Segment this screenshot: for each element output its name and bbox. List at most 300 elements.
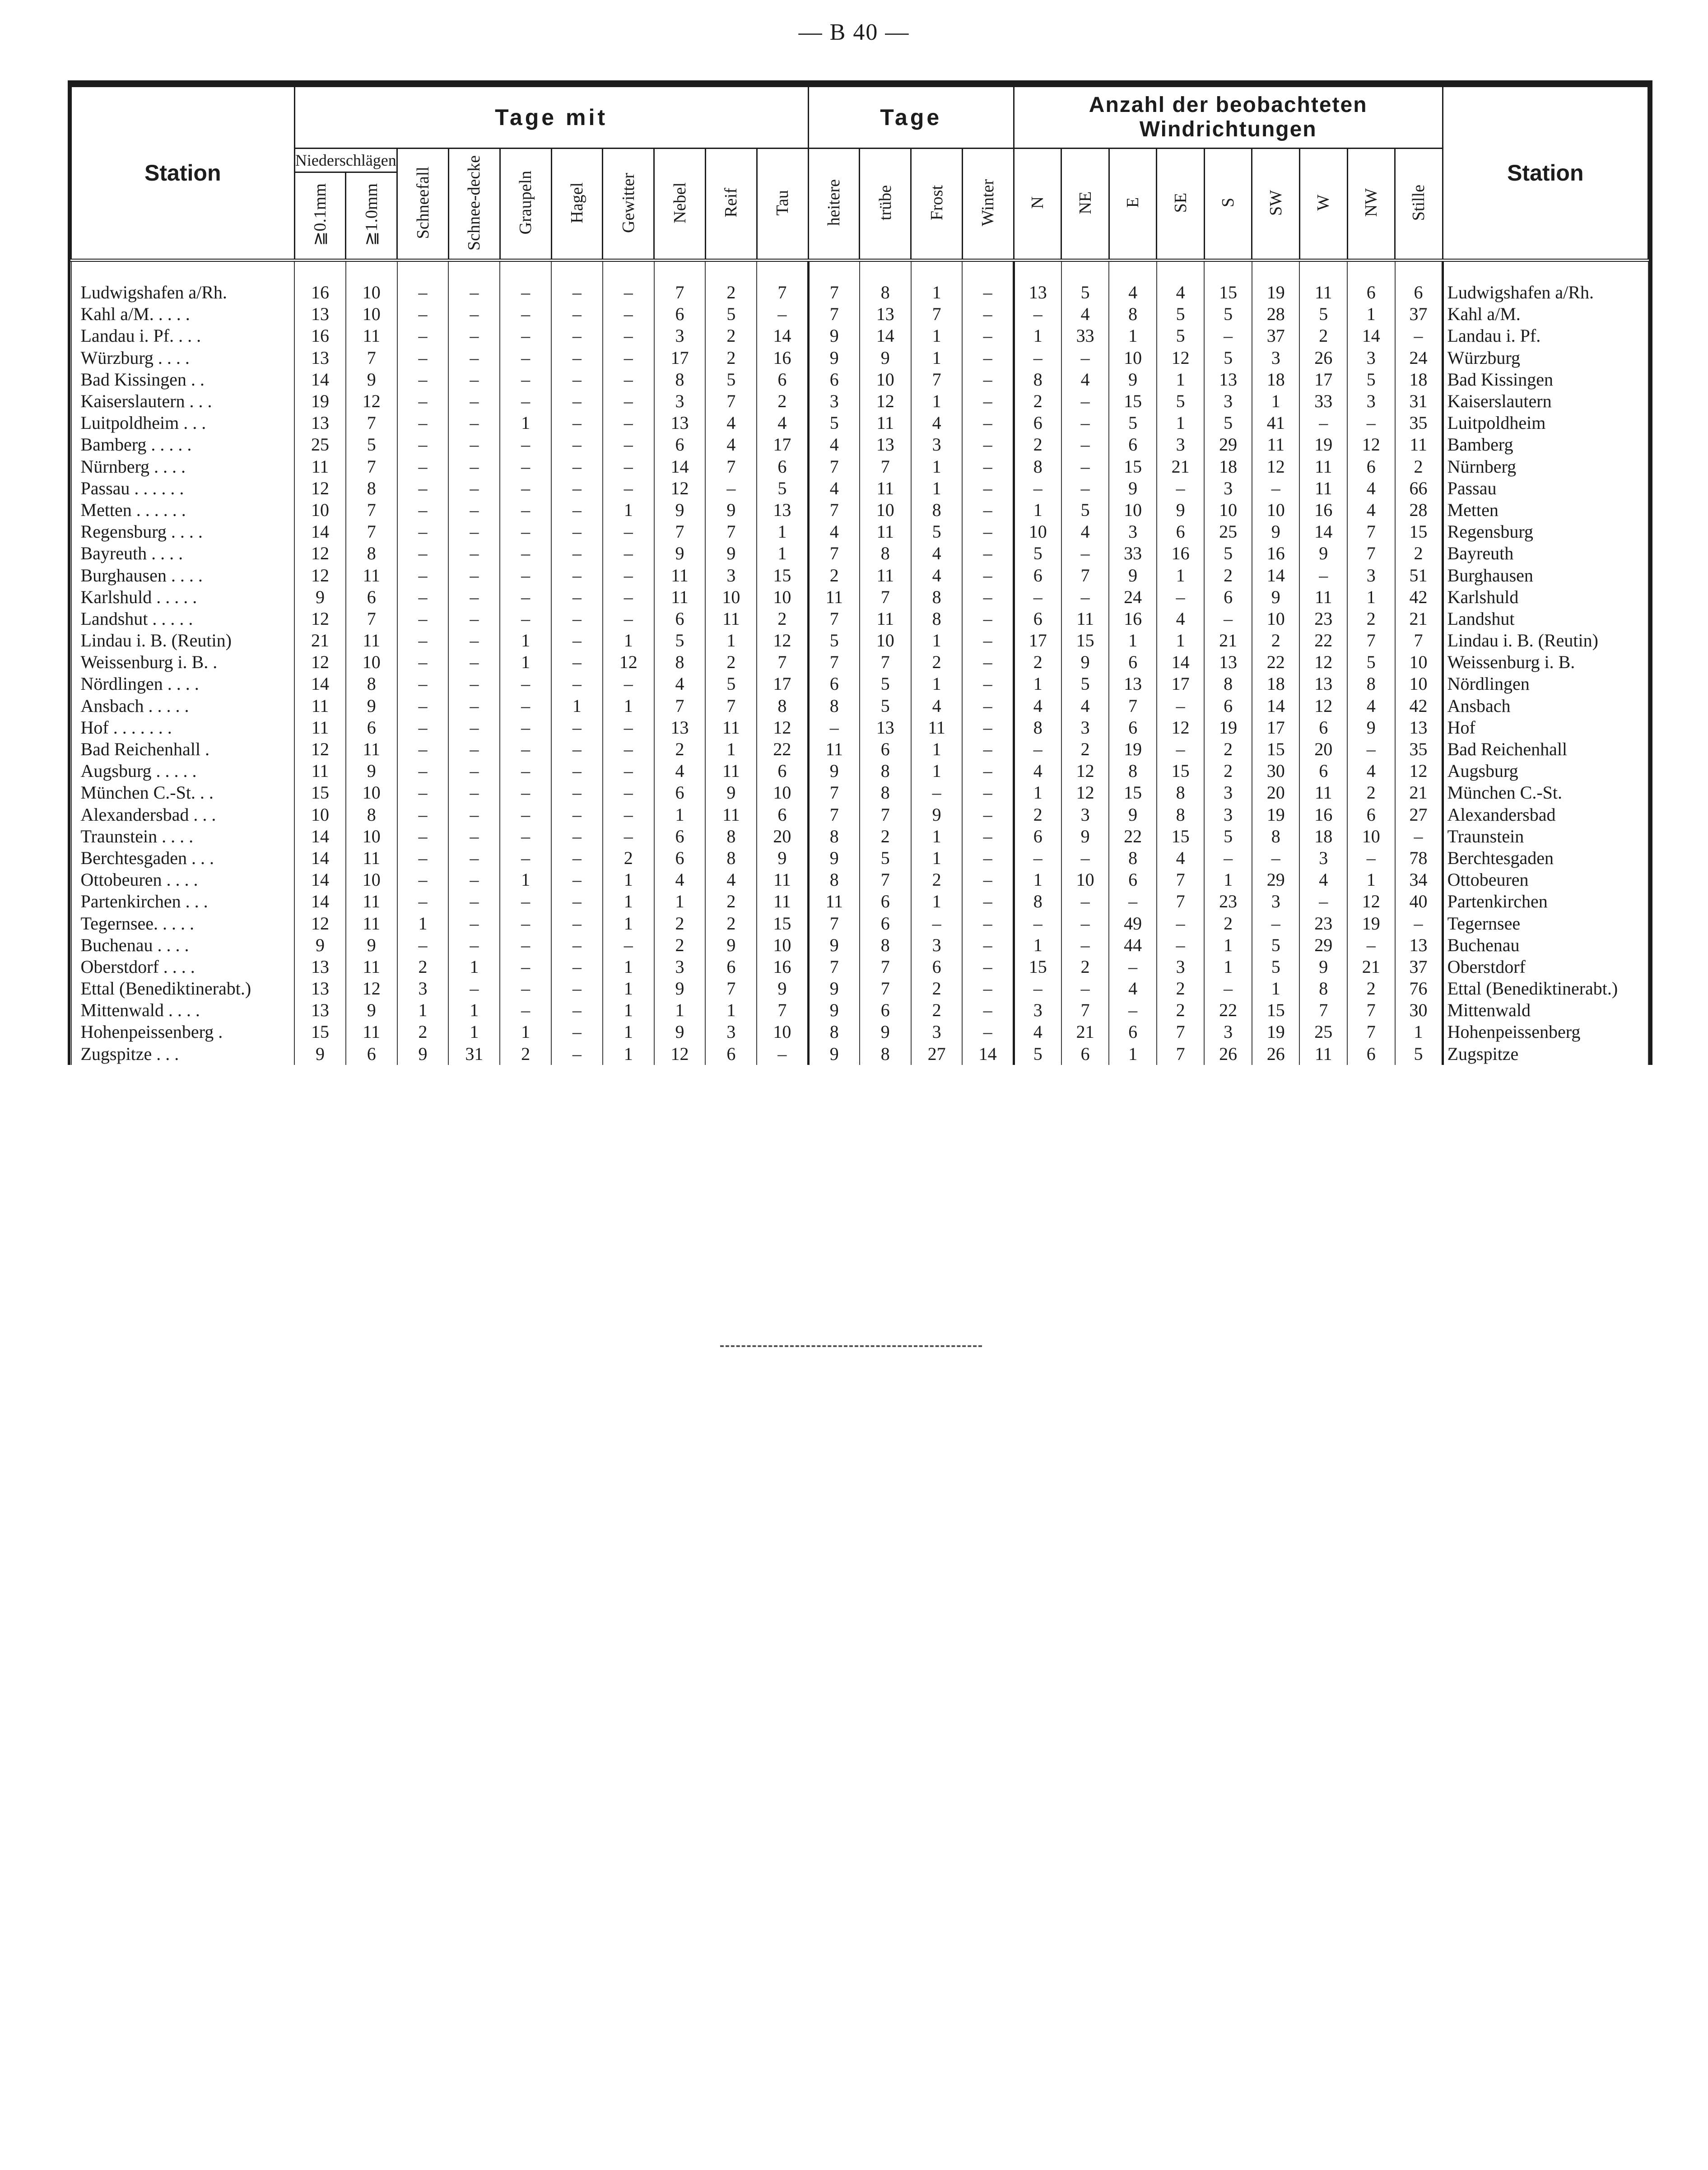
cell-n: 6 — [1014, 564, 1061, 586]
cell-schneedecke: – — [448, 260, 500, 304]
station-name-right: Ansbach — [1443, 695, 1648, 717]
station-name-right: Berchtesgaden — [1443, 847, 1648, 869]
cell-n10: 12 — [346, 978, 397, 999]
cell-stille: 7 — [1395, 630, 1443, 651]
cell-n: – — [1014, 347, 1061, 369]
cell-schneedecke: – — [448, 739, 500, 760]
cell-sw: 22 — [1252, 651, 1300, 673]
cell-frost: 2 — [911, 651, 963, 673]
cell-nw: 3 — [1347, 390, 1395, 412]
cell-n01: 14 — [294, 369, 346, 390]
cell-s: – — [1204, 847, 1252, 869]
cell-schneedecke: – — [448, 412, 500, 434]
cell-reif: 11 — [705, 608, 757, 630]
cell-heitere: 7 — [808, 782, 860, 804]
cell-graupeln: – — [500, 673, 551, 695]
cell-nebel: 7 — [654, 695, 706, 717]
cell-w: 2 — [1299, 325, 1347, 347]
station-name: Bad Kissingen . . — [71, 369, 295, 390]
cell-se: – — [1157, 739, 1205, 760]
table-row — [71, 434, 1648, 455]
cell-stille: 24 — [1395, 347, 1443, 369]
station-name-right: Nördlingen — [1443, 673, 1648, 695]
cell-sw: 14 — [1252, 564, 1300, 586]
cell-reif: – — [705, 478, 757, 499]
cell-stille: 27 — [1395, 804, 1443, 826]
station-name: Ludwigshafen a/Rh. — [71, 260, 295, 304]
cell-hagel: – — [551, 934, 603, 956]
cell-winter: – — [962, 564, 1014, 586]
cell-schneedecke: – — [448, 782, 500, 804]
cell-winter: – — [962, 586, 1014, 608]
cell-reif: 11 — [705, 717, 757, 739]
cell-ne: 4 — [1061, 303, 1109, 325]
cell-winter: – — [962, 521, 1014, 543]
table-body — [71, 260, 1648, 1065]
cell-nw: 2 — [1347, 978, 1395, 999]
cell-truebe: 5 — [860, 695, 911, 717]
cell-ne: – — [1061, 412, 1109, 434]
cell-graupeln: – — [500, 369, 551, 390]
station-name: Alexandersbad . . . — [71, 804, 295, 826]
cell-gewitter: – — [603, 673, 654, 695]
cell-sw: 19 — [1252, 260, 1300, 304]
cell-e: 1 — [1109, 325, 1157, 347]
cell-schneedecke: – — [448, 434, 500, 455]
cell-schneefall: – — [397, 891, 449, 912]
header-group-tage: Tage — [808, 87, 1014, 149]
cell-n01: 14 — [294, 891, 346, 912]
cell-se: 1 — [1157, 412, 1205, 434]
cell-w: 11 — [1299, 586, 1347, 608]
cell-n01: 15 — [294, 782, 346, 804]
cell-se: 7 — [1157, 891, 1205, 912]
table-row — [71, 999, 1648, 1021]
cell-schneedecke: – — [448, 499, 500, 521]
cell-hagel: – — [551, 999, 603, 1021]
cell-n10: 5 — [346, 434, 397, 455]
cell-reif: 10 — [705, 586, 757, 608]
cell-stille: 78 — [1395, 847, 1443, 869]
cell-reif: 2 — [705, 260, 757, 304]
cell-sw: 12 — [1252, 456, 1300, 478]
cell-s: 29 — [1204, 434, 1252, 455]
cell-frost: 1 — [911, 847, 963, 869]
cell-e: 4 — [1109, 260, 1157, 304]
cell-sw: 18 — [1252, 369, 1300, 390]
cell-frost: 1 — [911, 260, 963, 304]
cell-n01: 11 — [294, 456, 346, 478]
cell-truebe: 2 — [860, 826, 911, 847]
cell-gewitter: – — [603, 543, 654, 564]
cell-s: 5 — [1204, 543, 1252, 564]
cell-reif: 1 — [705, 630, 757, 651]
cell-se: 5 — [1157, 390, 1205, 412]
cell-winter: – — [962, 260, 1014, 304]
cell-ne: 2 — [1061, 956, 1109, 978]
cell-winter: – — [962, 630, 1014, 651]
cell-n: 4 — [1014, 695, 1061, 717]
cell-n10: 11 — [346, 891, 397, 912]
cell-nw: 8 — [1347, 673, 1395, 695]
station-name-right: Regensburg — [1443, 521, 1648, 543]
cell-schneefall: – — [397, 325, 449, 347]
cell-schneefall: – — [397, 695, 449, 717]
cell-tau: 17 — [757, 434, 808, 455]
cell-se: 7 — [1157, 1021, 1205, 1043]
cell-n: – — [1014, 478, 1061, 499]
station-name: Buchenau . . . . — [71, 934, 295, 956]
cell-truebe: 6 — [860, 739, 911, 760]
header-truebe: trübe — [860, 149, 911, 260]
cell-graupeln: 2 — [500, 1043, 551, 1065]
cell-n10: 9 — [346, 369, 397, 390]
cell-tau: 5 — [757, 478, 808, 499]
cell-hagel: – — [551, 499, 603, 521]
cell-e: 19 — [1109, 739, 1157, 760]
cell-heitere: 8 — [808, 869, 860, 891]
cell-s: 13 — [1204, 369, 1252, 390]
cell-w: 12 — [1299, 695, 1347, 717]
cell-graupeln: – — [500, 586, 551, 608]
cell-w: – — [1299, 564, 1347, 586]
cell-w: 12 — [1299, 651, 1347, 673]
cell-reif: 5 — [705, 369, 757, 390]
cell-stille: 40 — [1395, 891, 1443, 912]
cell-nw: 4 — [1347, 499, 1395, 521]
station-name: München C.-St. . . — [71, 782, 295, 804]
cell-gewitter: 1 — [603, 912, 654, 934]
cell-n: 1 — [1014, 869, 1061, 891]
cell-nw: 9 — [1347, 717, 1395, 739]
cell-schneedecke: – — [448, 478, 500, 499]
cell-frost: 4 — [911, 695, 963, 717]
cell-schneedecke: – — [448, 673, 500, 695]
cell-schneefall: – — [397, 564, 449, 586]
station-name-right: Karlshuld — [1443, 586, 1648, 608]
table-row — [71, 760, 1648, 782]
cell-n: – — [1014, 847, 1061, 869]
cell-nw: 3 — [1347, 347, 1395, 369]
cell-truebe: 11 — [860, 608, 911, 630]
cell-nebel: 1 — [654, 804, 706, 826]
cell-schneefall: – — [397, 847, 449, 869]
cell-reif: 1 — [705, 999, 757, 1021]
cell-winter: – — [962, 434, 1014, 455]
cell-n: 1 — [1014, 673, 1061, 695]
cell-ne: – — [1061, 478, 1109, 499]
cell-n01: 11 — [294, 760, 346, 782]
cell-se: – — [1157, 586, 1205, 608]
cell-w: 3 — [1299, 847, 1347, 869]
station-name: Kaiserslautern . . . — [71, 390, 295, 412]
cell-nebel: 2 — [654, 912, 706, 934]
cell-hagel: – — [551, 673, 603, 695]
cell-n10: 10 — [346, 260, 397, 304]
station-name: Passau . . . . . . — [71, 478, 295, 499]
cell-nw: 1 — [1347, 303, 1395, 325]
cell-se: 5 — [1157, 325, 1205, 347]
cell-ne: 12 — [1061, 782, 1109, 804]
table-row — [71, 717, 1648, 739]
cell-reif: 7 — [705, 978, 757, 999]
cell-n01: 13 — [294, 956, 346, 978]
header-group-wind-line1: Anzahl der beobachteten — [1089, 93, 1368, 117]
station-name: Nördlingen . . . . — [71, 673, 295, 695]
cell-frost: 9 — [911, 804, 963, 826]
header-niederschlaegen: Niederschlägen — [294, 149, 397, 172]
cell-stille: 21 — [1395, 608, 1443, 630]
cell-se: 4 — [1157, 260, 1205, 304]
cell-gewitter: – — [603, 608, 654, 630]
cell-hagel: – — [551, 564, 603, 586]
cell-heitere: 4 — [808, 478, 860, 499]
table-row — [71, 260, 1648, 304]
cell-winter: – — [962, 934, 1014, 956]
table-row — [71, 978, 1648, 999]
cell-nebel: 6 — [654, 826, 706, 847]
cell-n10: 10 — [346, 303, 397, 325]
cell-reif: 1 — [705, 739, 757, 760]
cell-schneefall: – — [397, 347, 449, 369]
cell-nw: 6 — [1347, 1043, 1395, 1065]
cell-graupeln: – — [500, 804, 551, 826]
cell-w: 11 — [1299, 478, 1347, 499]
cell-e: 4 — [1109, 978, 1157, 999]
cell-se: – — [1157, 695, 1205, 717]
cell-sw: 29 — [1252, 869, 1300, 891]
cell-winter: – — [962, 412, 1014, 434]
cell-e: 6 — [1109, 1021, 1157, 1043]
cell-truebe: 8 — [860, 260, 911, 304]
cell-sw: 19 — [1252, 1021, 1300, 1043]
cell-w: 11 — [1299, 456, 1347, 478]
cell-e: 24 — [1109, 586, 1157, 608]
cell-reif: 4 — [705, 869, 757, 891]
cell-nw: 6 — [1347, 804, 1395, 826]
cell-graupeln: – — [500, 521, 551, 543]
cell-nebel: 6 — [654, 434, 706, 455]
cell-tau: 1 — [757, 543, 808, 564]
cell-n: 8 — [1014, 891, 1061, 912]
cell-sw: 30 — [1252, 760, 1300, 782]
cell-reif: 9 — [705, 499, 757, 521]
table-row — [71, 651, 1648, 673]
cell-s: 2 — [1204, 564, 1252, 586]
cell-w: 23 — [1299, 608, 1347, 630]
cell-nw: 12 — [1347, 891, 1395, 912]
cell-n01: 13 — [294, 978, 346, 999]
station-name-right: Burghausen — [1443, 564, 1648, 586]
cell-tau: 1 — [757, 521, 808, 543]
cell-heitere: 7 — [808, 456, 860, 478]
cell-winter: – — [962, 347, 1014, 369]
cell-reif: 3 — [705, 564, 757, 586]
cell-ne: 4 — [1061, 521, 1109, 543]
station-name: Karlshuld . . . . . — [71, 586, 295, 608]
cell-n01: 12 — [294, 564, 346, 586]
cell-stille: 2 — [1395, 456, 1443, 478]
cell-n01: 14 — [294, 521, 346, 543]
cell-gewitter: 1 — [603, 1043, 654, 1065]
cell-se: 3 — [1157, 434, 1205, 455]
cell-n10: 11 — [346, 564, 397, 586]
cell-s: 6 — [1204, 586, 1252, 608]
cell-schneefall: 1 — [397, 999, 449, 1021]
station-name: Hof . . . . . . . — [71, 717, 295, 739]
cell-heitere: 4 — [808, 521, 860, 543]
cell-reif: 2 — [705, 347, 757, 369]
cell-schneedecke: – — [448, 586, 500, 608]
cell-tau: 9 — [757, 978, 808, 999]
cell-se: – — [1157, 934, 1205, 956]
cell-stille: 76 — [1395, 978, 1443, 999]
cell-sw: 10 — [1252, 608, 1300, 630]
cell-stille: 13 — [1395, 717, 1443, 739]
cell-frost: 1 — [911, 760, 963, 782]
cell-n10: 11 — [346, 1021, 397, 1043]
cell-graupeln: – — [500, 717, 551, 739]
cell-gewitter: 1 — [603, 630, 654, 651]
cell-truebe: 6 — [860, 912, 911, 934]
cell-schneefall: – — [397, 651, 449, 673]
cell-sw: 19 — [1252, 804, 1300, 826]
cell-nw: 7 — [1347, 543, 1395, 564]
cell-w: 22 — [1299, 630, 1347, 651]
station-name: Burghausen . . . . — [71, 564, 295, 586]
cell-heitere: 2 — [808, 564, 860, 586]
cell-n: 1 — [1014, 499, 1061, 521]
cell-hagel: – — [551, 478, 603, 499]
cell-ne: 5 — [1061, 499, 1109, 521]
cell-heitere: 11 — [808, 739, 860, 760]
cell-e: 8 — [1109, 303, 1157, 325]
station-name: Bayreuth . . . . — [71, 543, 295, 564]
cell-se: 2 — [1157, 978, 1205, 999]
cell-stille: 34 — [1395, 869, 1443, 891]
header-n01: ≧0.1mm — [294, 172, 346, 260]
cell-n: – — [1014, 978, 1061, 999]
cell-tau: 11 — [757, 891, 808, 912]
cell-n01: 13 — [294, 999, 346, 1021]
station-name-right: Lindau i. B. (Reutin) — [1443, 630, 1648, 651]
cell-heitere: 9 — [808, 760, 860, 782]
cell-reif: 6 — [705, 956, 757, 978]
cell-heitere: 9 — [808, 999, 860, 1021]
cell-winter: – — [962, 608, 1014, 630]
cell-schneefall: – — [397, 673, 449, 695]
cell-n01: 12 — [294, 912, 346, 934]
cell-n: – — [1014, 303, 1061, 325]
cell-truebe: 14 — [860, 325, 911, 347]
cell-s: 8 — [1204, 673, 1252, 695]
header-group-wind — [1014, 87, 1443, 149]
cell-s: 3 — [1204, 478, 1252, 499]
cell-gewitter: 1 — [603, 956, 654, 978]
cell-frost: 3 — [911, 934, 963, 956]
cell-schneefall: – — [397, 434, 449, 455]
cell-schneedecke: – — [448, 717, 500, 739]
header-wind-s: S — [1204, 149, 1252, 260]
cell-nebel: 2 — [654, 739, 706, 760]
cell-schneedecke: – — [448, 390, 500, 412]
cell-truebe: 12 — [860, 390, 911, 412]
table-row — [71, 586, 1648, 608]
cell-graupeln: – — [500, 564, 551, 586]
cell-w: – — [1299, 412, 1347, 434]
cell-se: 15 — [1157, 826, 1205, 847]
cell-sw: – — [1252, 478, 1300, 499]
cell-w: 18 — [1299, 826, 1347, 847]
cell-se: 9 — [1157, 499, 1205, 521]
cell-nw: – — [1347, 934, 1395, 956]
station-name: Metten . . . . . . — [71, 499, 295, 521]
cell-sw: 9 — [1252, 521, 1300, 543]
cell-schneedecke: – — [448, 891, 500, 912]
cell-ne: – — [1061, 456, 1109, 478]
cell-hagel: – — [551, 782, 603, 804]
cell-nw: 6 — [1347, 260, 1395, 304]
cell-n10: 7 — [346, 456, 397, 478]
cell-s: 3 — [1204, 390, 1252, 412]
station-name-right: Weissenburg i. B. — [1443, 651, 1648, 673]
cell-sw: – — [1252, 847, 1300, 869]
cell-stille: 12 — [1395, 760, 1443, 782]
cell-nebel: 17 — [654, 347, 706, 369]
cell-e: 9 — [1109, 804, 1157, 826]
cell-n01: 11 — [294, 717, 346, 739]
cell-n01: 14 — [294, 673, 346, 695]
table-row — [71, 369, 1648, 390]
cell-heitere: 7 — [808, 260, 860, 304]
station-name: Zugspitze . . . — [71, 1043, 295, 1065]
cell-tau: 14 — [757, 325, 808, 347]
cell-tau: 6 — [757, 760, 808, 782]
cell-nw: 10 — [1347, 826, 1395, 847]
cell-n10: 8 — [346, 673, 397, 695]
table-row — [71, 695, 1648, 717]
cell-hagel: – — [551, 456, 603, 478]
cell-hagel: – — [551, 869, 603, 891]
cell-n01: 25 — [294, 434, 346, 455]
cell-n01: 14 — [294, 869, 346, 891]
cell-tau: 17 — [757, 673, 808, 695]
cell-w: – — [1299, 891, 1347, 912]
cell-nebel: 11 — [654, 586, 706, 608]
cell-w: 6 — [1299, 717, 1347, 739]
cell-truebe: 13 — [860, 717, 911, 739]
cell-ne: 2 — [1061, 739, 1109, 760]
cell-n01: 16 — [294, 260, 346, 304]
cell-gewitter: – — [603, 434, 654, 455]
cell-stille: 66 — [1395, 478, 1443, 499]
station-name-right: Tegernsee — [1443, 912, 1648, 934]
table-row — [71, 1021, 1648, 1043]
station-name: Tegernsee. . . . . — [71, 912, 295, 934]
cell-hagel: – — [551, 325, 603, 347]
cell-tau: 16 — [757, 956, 808, 978]
cell-n10: 10 — [346, 651, 397, 673]
cell-e: 13 — [1109, 673, 1157, 695]
cell-e: 15 — [1109, 782, 1157, 804]
cell-nw: 14 — [1347, 325, 1395, 347]
cell-e: 1 — [1109, 1043, 1157, 1065]
cell-hagel: – — [551, 434, 603, 455]
cell-se: 1 — [1157, 564, 1205, 586]
cell-n: 2 — [1014, 804, 1061, 826]
table-header — [71, 87, 1648, 260]
cell-s: 5 — [1204, 347, 1252, 369]
